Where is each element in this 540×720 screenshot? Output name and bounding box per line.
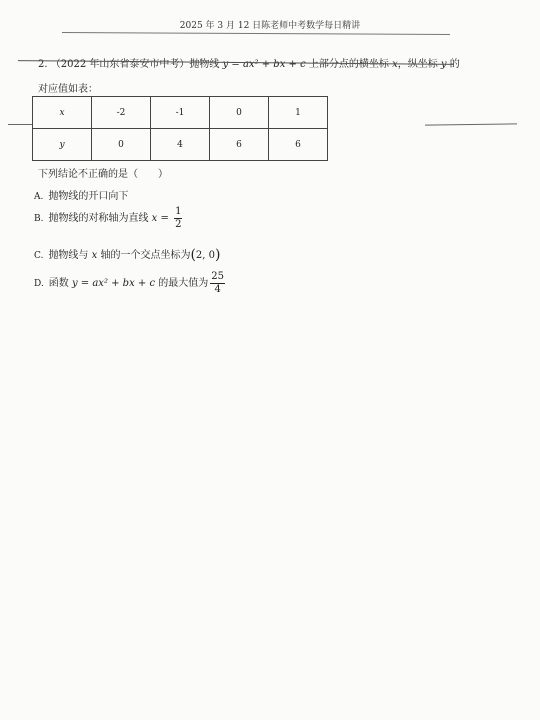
question-number: 2. — [38, 59, 48, 70]
table-cell: 6 — [210, 129, 269, 161]
option-d — [34, 272, 225, 295]
stem-formula: y = ax² + bx + c — [222, 59, 306, 70]
question-source: （2022 年山东省泰安市中考） — [50, 59, 190, 70]
paren-close: ) — [215, 247, 221, 263]
option-letter: C. — [34, 251, 44, 261]
table-cell: 0 — [210, 97, 269, 129]
paren-open: ( — [190, 247, 196, 263]
fraction — [174, 207, 182, 230]
ink-mark-right — [425, 123, 517, 125]
option-letter: D. — [34, 279, 44, 289]
stem-x: x — [392, 59, 398, 70]
option-var: x = — [151, 213, 169, 224]
option-b — [34, 207, 182, 230]
table-cell: -1 — [151, 97, 210, 129]
option-text: 抛物线与 — [48, 250, 89, 261]
page-header: 2025 年 3 月 12 日陈老师中考数学每日精讲 — [179, 21, 361, 31]
question-ask: 下列结论不正确的是（ ） — [38, 169, 168, 180]
fraction-denominator: 4 — [214, 284, 221, 295]
stem-y: y — [440, 59, 447, 70]
stem-text-b: 上部分点的横坐标 — [308, 59, 389, 70]
option-letter: B. — [34, 214, 44, 224]
stem-text-d: 的 — [449, 59, 460, 70]
stem-text-c: ，纵坐标 — [397, 59, 438, 70]
option-point: 2, 0 — [195, 250, 216, 261]
table-row — [33, 97, 328, 129]
option-text: 轴的一个交点坐标为 — [100, 250, 191, 261]
table-cell-y-label: y — [33, 129, 92, 161]
header-divider — [62, 32, 450, 35]
table-cell: 4 — [151, 129, 210, 161]
option-c — [34, 246, 220, 263]
table-cell: 1 — [269, 97, 328, 129]
option-a — [34, 187, 128, 202]
option-var: x — [91, 250, 98, 261]
option-text: 的最大值为 — [158, 278, 209, 289]
table-row — [33, 129, 328, 161]
fraction-denominator: 2 — [175, 219, 182, 230]
fraction-numerator: 25 — [211, 271, 224, 282]
table-cell: 6 — [269, 129, 328, 161]
table-cell: 0 — [92, 129, 151, 161]
table-cell: -2 — [92, 97, 151, 129]
option-text: 抛物线的开口向下 — [48, 191, 129, 202]
value-table — [32, 96, 328, 161]
fraction-numerator: 1 — [175, 206, 182, 217]
stem-text-a: 抛物线 — [189, 59, 220, 70]
option-formula: y = ax² + bx + c — [71, 278, 156, 289]
table-cell-x-label: x — [33, 97, 92, 129]
ink-mark-left — [8, 124, 32, 125]
option-text: 抛物线的对称轴为直线 — [48, 213, 149, 224]
option-text: 函数 — [48, 278, 69, 289]
stem-line-2: 对应值如表： — [38, 84, 98, 95]
fraction — [210, 272, 225, 295]
option-letter: A. — [34, 192, 44, 202]
